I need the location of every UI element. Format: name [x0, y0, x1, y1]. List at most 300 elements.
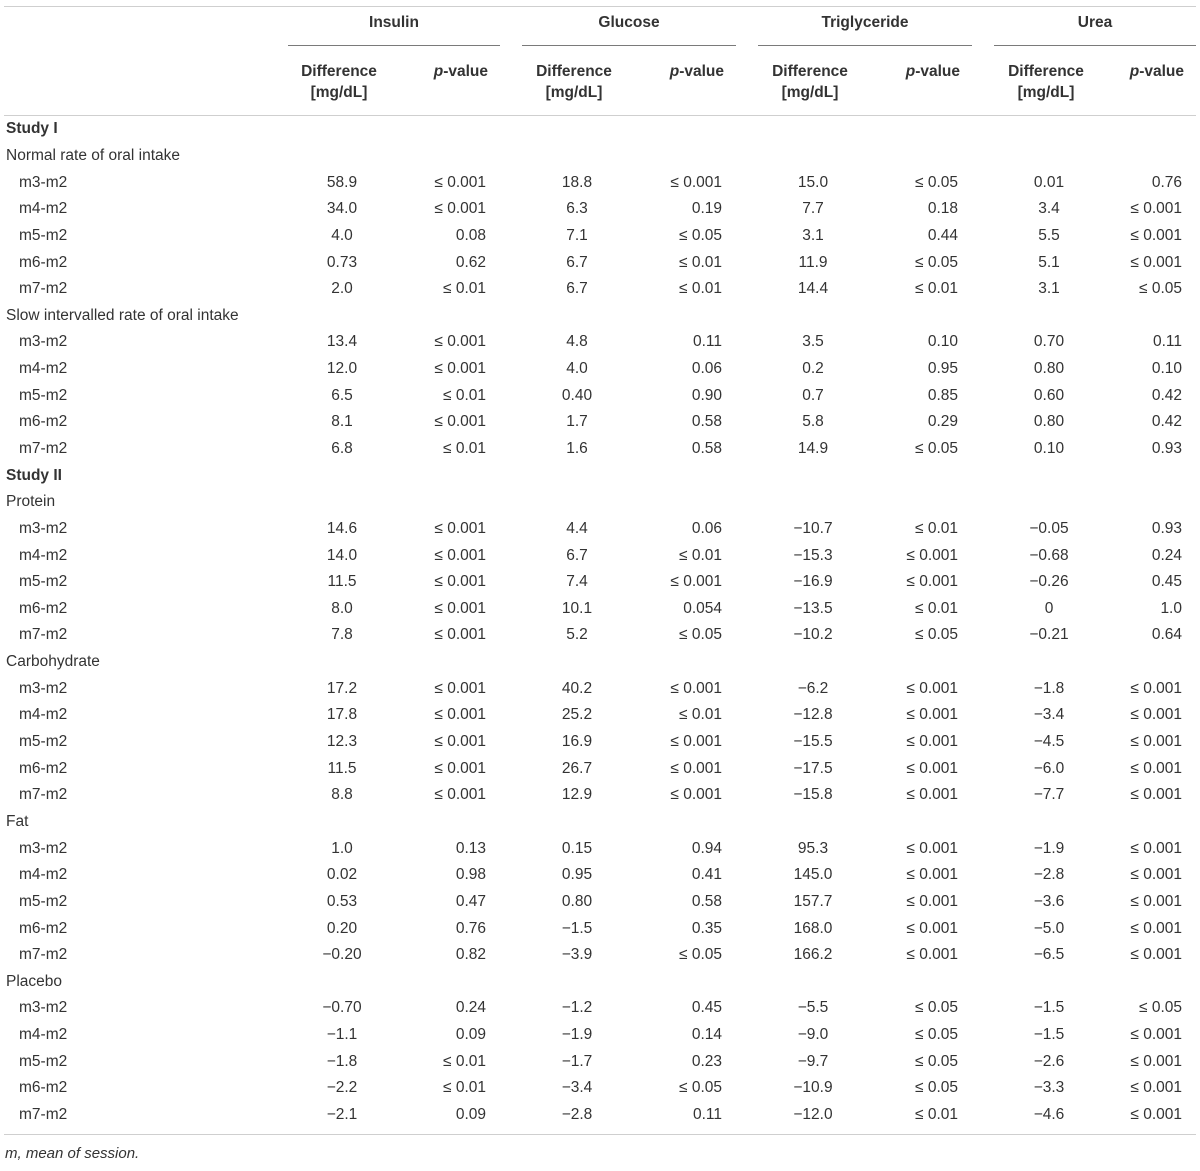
- study-label: Study II: [6, 466, 62, 484]
- section-header-row: [4, 809, 1196, 836]
- table-row: [4, 702, 1196, 729]
- table-row: [4, 542, 1196, 569]
- pvalue-cell: ≤ 0.01: [679, 706, 722, 724]
- subheader-unit-label: [mg/dL]: [1017, 84, 1075, 101]
- pvalue-cell: ≤ 0.05: [915, 253, 958, 271]
- section-label: Placebo: [6, 972, 63, 990]
- difference-cell: −0.20: [322, 946, 362, 964]
- section-header-row: [4, 489, 1196, 516]
- section-label: Fat: [6, 812, 29, 830]
- pvalue-cell: ≤ 0.001: [434, 546, 486, 564]
- difference-cell: 6.8: [331, 440, 353, 457]
- empty-cell: [866, 462, 972, 489]
- row-label: m6-m2: [19, 1079, 68, 1097]
- section-header-row: [4, 302, 1196, 329]
- pvalue-cell: 0.06: [691, 519, 722, 537]
- pvalue-cell: 0.45: [691, 999, 722, 1017]
- empty-cell: [266, 143, 394, 170]
- difference-cell: 0.01: [1033, 173, 1065, 191]
- pvalue-cell: ≤ 0.001: [1130, 892, 1182, 910]
- pvalue-cell: ≤ 0.001: [906, 759, 958, 777]
- empty-cell: [972, 116, 1102, 143]
- subheader-pvalue: [630, 47, 736, 116]
- difference-cell: −6.0: [1033, 759, 1065, 777]
- difference-cell: 8.1: [331, 413, 353, 431]
- pvalue-cell: ≤ 0.01: [443, 1052, 486, 1070]
- difference-cell: 1.7: [566, 413, 588, 431]
- difference-cell: −0.68: [1029, 546, 1069, 564]
- pvalue-cell: ≤ 0.001: [670, 573, 722, 591]
- difference-cell: 14.9: [797, 440, 829, 457]
- table-row: [4, 516, 1196, 543]
- pvalue-cell: 0.24: [1151, 546, 1182, 564]
- section-header-row: [4, 649, 1196, 676]
- pvalue-cell: ≤ 0.001: [434, 679, 486, 697]
- subheader-difference-label: Difference: [301, 63, 377, 80]
- pvalue-cell: ≤ 0.001: [1130, 1106, 1182, 1124]
- difference-cell: 12.3: [326, 733, 358, 751]
- subheader-pvalue: [1102, 47, 1196, 116]
- difference-cell: 14.0: [326, 546, 358, 564]
- section-label: Slow intervalled rate of oral intake: [6, 306, 239, 324]
- row-label: m6-m2: [19, 599, 68, 617]
- row-label: m5-m2: [19, 226, 68, 244]
- table-row: [4, 1075, 1196, 1102]
- row-label: m4-m2: [19, 866, 68, 884]
- difference-cell: −1.2: [561, 999, 593, 1017]
- difference-cell: −5.5: [797, 999, 829, 1017]
- difference-cell: −1.5: [1033, 999, 1065, 1017]
- difference-cell: −10.9: [793, 1079, 833, 1097]
- difference-cell: 6.7: [566, 253, 588, 271]
- difference-cell: 4.4: [566, 519, 588, 537]
- pvalue-cell: 0.18: [927, 200, 958, 218]
- table-row: [4, 1048, 1196, 1075]
- difference-cell: 18.8: [561, 173, 593, 191]
- row-label: m4-m2: [19, 706, 68, 724]
- subheader-unit-label: [mg/dL]: [310, 84, 368, 101]
- row-label: m4-m2: [19, 546, 68, 564]
- difference-cell: −1.9: [561, 1026, 593, 1044]
- row-label: m3-m2: [19, 333, 68, 351]
- difference-cell: 8.0: [331, 599, 353, 617]
- difference-cell: 11.9: [798, 253, 828, 271]
- pvalue-cell: ≤ 0.05: [915, 1079, 958, 1097]
- table-row: [4, 755, 1196, 782]
- difference-cell: 157.7: [793, 892, 833, 910]
- empty-cell: [736, 809, 866, 836]
- pvalue-cell: 0.14: [691, 1026, 722, 1044]
- empty-cell: [972, 809, 1102, 836]
- difference-cell: 6.3: [566, 200, 588, 218]
- pvalue-cell: 0.11: [1152, 333, 1182, 351]
- row-label: m3-m2: [19, 999, 68, 1017]
- pvalue-cell: ≤ 0.01: [915, 519, 958, 537]
- empty-cell: [394, 462, 500, 489]
- pvalue-cell: ≤ 0.001: [906, 706, 958, 724]
- row-label: m4-m2: [19, 360, 68, 378]
- difference-cell: −1.7: [561, 1052, 593, 1070]
- row-label: m4-m2: [19, 1026, 68, 1044]
- pvalue-cell: ≤ 0.001: [434, 200, 486, 218]
- pvalue-cell: ≤ 0.05: [915, 440, 958, 457]
- pvalue-cell: ≤ 0.05: [915, 1026, 958, 1044]
- difference-cell: −10.2: [793, 626, 833, 644]
- difference-cell: 7.8: [331, 626, 353, 644]
- empty-cell: [1102, 649, 1196, 676]
- difference-cell: 15.0: [797, 173, 829, 191]
- difference-cell: 0.53: [326, 892, 358, 910]
- empty-cell: [972, 302, 1102, 329]
- subheader-difference: [266, 47, 394, 116]
- pvalue-cell: 0.58: [691, 413, 722, 431]
- difference-cell: −1.1: [326, 1026, 358, 1044]
- difference-cell: 6.7: [566, 280, 588, 298]
- pvalue-cell: ≤ 0.001: [434, 573, 486, 591]
- empty-cell: [500, 143, 630, 170]
- pvalue-cell: 0.23: [691, 1052, 722, 1070]
- table-row: [4, 942, 1196, 969]
- row-label: m4-m2: [19, 200, 68, 218]
- subheader-pvalue-italic: p: [905, 63, 916, 80]
- subheader-pvalue: [394, 47, 500, 116]
- pvalue-cell: ≤ 0.001: [434, 360, 486, 378]
- pvalue-cell: 0.62: [455, 253, 486, 271]
- empty-cell: [394, 649, 500, 676]
- empty-cell: [866, 649, 972, 676]
- difference-cell: 95.3: [797, 839, 829, 857]
- pvalue-cell: 0.06: [691, 360, 722, 378]
- pvalue-cell: ≤ 0.001: [906, 573, 958, 591]
- subheader-pvalue-italic: p: [1129, 63, 1140, 80]
- difference-cell: 4.8: [566, 333, 588, 351]
- pvalue-cell: 0.35: [691, 919, 722, 937]
- section-label: Carbohydrate: [6, 653, 100, 671]
- difference-cell: −2.1: [326, 1106, 358, 1124]
- pvalue-cell: ≤ 0.05: [679, 226, 722, 244]
- empty-cell: [1102, 489, 1196, 516]
- section-header-row: [4, 143, 1196, 170]
- pvalue-cell: 0.85: [927, 386, 958, 404]
- difference-cell: 12.0: [326, 360, 358, 378]
- table-row: [4, 329, 1196, 356]
- difference-cell: −3.4: [1033, 706, 1065, 724]
- empty-cell: [1102, 302, 1196, 329]
- empty-cell: [736, 489, 866, 516]
- table-row: [4, 169, 1196, 196]
- row-label: m7-m2: [19, 946, 68, 964]
- pvalue-cell: 0.76: [455, 919, 486, 937]
- difference-cell: 0.70: [1033, 333, 1065, 351]
- pvalue-cell: ≤ 0.001: [434, 706, 486, 724]
- pvalue-cell: ≤ 0.001: [434, 413, 486, 431]
- difference-cell: 3.4: [1038, 200, 1060, 218]
- pvalue-cell: 0.08: [455, 226, 486, 244]
- section-header-row: [4, 969, 1196, 996]
- pvalue-cell: ≤ 0.001: [434, 599, 486, 617]
- empty-cell: [630, 489, 736, 516]
- pvalue-cell: ≤ 0.01: [443, 440, 486, 457]
- pvalue-cell: ≤ 0.001: [1130, 786, 1182, 804]
- difference-cell: 25.2: [561, 706, 593, 724]
- subheader-pvalue-rest: -value: [915, 63, 960, 80]
- empty-cell: [736, 649, 866, 676]
- sub-header-row: [4, 47, 1196, 116]
- row-label: m5-m2: [19, 386, 68, 404]
- pvalue-cell: ≤ 0.05: [915, 1052, 958, 1070]
- empty-cell: [972, 969, 1102, 996]
- difference-cell: −9.7: [797, 1052, 829, 1070]
- difference-cell: −6.2: [797, 679, 829, 697]
- empty-cell: [394, 809, 500, 836]
- empty-cell: [630, 116, 736, 143]
- pvalue-cell: ≤ 0.001: [434, 173, 486, 191]
- difference-cell: 14.4: [797, 280, 829, 298]
- row-label: m5-m2: [19, 573, 68, 591]
- difference-cell: 0.15: [561, 839, 593, 857]
- pvalue-cell: ≤ 0.001: [906, 839, 958, 857]
- pvalue-cell: ≤ 0.05: [1139, 999, 1182, 1017]
- empty-cell: [500, 809, 630, 836]
- pvalue-cell: 0.09: [455, 1026, 486, 1044]
- table-row: [4, 356, 1196, 383]
- subheader-pvalue-rest: -value: [679, 63, 724, 80]
- difference-cell: 0.02: [326, 866, 358, 884]
- difference-cell: −10.7: [793, 519, 833, 537]
- pvalue-cell: 0.95: [927, 360, 958, 378]
- difference-cell: −4.6: [1033, 1106, 1065, 1124]
- study-label: Study I: [6, 120, 58, 138]
- row-label: m5-m2: [19, 733, 68, 751]
- pvalue-cell: ≤ 0.001: [1130, 839, 1182, 857]
- empty-cell: [1102, 462, 1196, 489]
- pvalue-cell: ≤ 0.01: [443, 1079, 486, 1097]
- difference-cell: 13.4: [326, 333, 358, 351]
- empty-cell: [972, 462, 1102, 489]
- pvalue-cell: 0.24: [455, 999, 486, 1017]
- row-label: m6-m2: [19, 253, 68, 271]
- difference-cell: 6.5: [331, 386, 353, 404]
- difference-cell: −15.3: [793, 546, 833, 564]
- pvalue-cell: ≤ 0.001: [1130, 679, 1182, 697]
- empty-cell: [394, 116, 500, 143]
- empty-cell: [266, 302, 394, 329]
- pvalue-cell: 0.11: [692, 1106, 722, 1124]
- pvalue-cell: ≤ 0.05: [915, 173, 958, 191]
- difference-cell: 166.2: [793, 946, 833, 964]
- difference-cell: 4.0: [566, 360, 588, 378]
- difference-cell: −9.0: [797, 1026, 829, 1044]
- table-row: [4, 1102, 1196, 1129]
- row-label: m7-m2: [19, 1106, 68, 1124]
- difference-cell: 34.0: [326, 200, 358, 218]
- empty-cell: [736, 462, 866, 489]
- pvalue-cell: ≤ 0.001: [670, 733, 722, 751]
- difference-cell: 17.2: [326, 679, 358, 697]
- empty-cell: [736, 969, 866, 996]
- pvalue-cell: ≤ 0.05: [679, 626, 722, 644]
- difference-cell: 11.5: [327, 573, 357, 591]
- difference-cell: 3.5: [802, 333, 824, 351]
- difference-cell: 6.7: [566, 546, 588, 564]
- empty-cell: [1102, 143, 1196, 170]
- section-label: Normal rate of oral intake: [6, 146, 181, 164]
- difference-cell: −2.6: [1033, 1052, 1065, 1070]
- pvalue-cell: ≤ 0.001: [1130, 866, 1182, 884]
- empty-cell: [394, 489, 500, 516]
- subheader-difference: [500, 47, 630, 116]
- empty-cell: [630, 649, 736, 676]
- table-body: [4, 116, 1196, 1129]
- pvalue-cell: ≤ 0.001: [1130, 1052, 1182, 1070]
- difference-cell: −4.5: [1033, 733, 1065, 751]
- pvalue-cell: ≤ 0.01: [679, 253, 722, 271]
- pvalue-cell: ≤ 0.001: [434, 626, 486, 644]
- pvalue-cell: ≤ 0.001: [1130, 253, 1182, 271]
- pvalue-cell: ≤ 0.001: [1130, 226, 1182, 244]
- table-row: [4, 249, 1196, 276]
- row-label: m7-m2: [19, 786, 68, 804]
- pvalue-cell: ≤ 0.001: [670, 786, 722, 804]
- pvalue-cell: ≤ 0.001: [434, 786, 486, 804]
- difference-cell: 26.7: [561, 759, 593, 777]
- pvalue-cell: ≤ 0.01: [679, 280, 722, 298]
- difference-cell: 3.1: [802, 226, 824, 244]
- pvalue-cell: 1.0: [1160, 599, 1182, 617]
- subheader-difference: [972, 47, 1102, 116]
- subheader-unit-label: [mg/dL]: [545, 84, 603, 101]
- difference-cell: 0.80: [561, 892, 593, 910]
- difference-cell: 16.9: [561, 733, 593, 751]
- pvalue-cell: ≤ 0.05: [1139, 280, 1182, 298]
- difference-cell: 12.9: [561, 786, 593, 804]
- subheader-pvalue-italic: p: [669, 63, 680, 80]
- difference-cell: 5.8: [802, 413, 824, 431]
- difference-cell: −2.8: [561, 1106, 593, 1124]
- difference-cell: 0.60: [1033, 386, 1065, 404]
- pvalue-cell: 0.09: [455, 1106, 486, 1124]
- section-label: Protein: [6, 493, 56, 511]
- difference-cell: −2.2: [326, 1079, 358, 1097]
- subheader-pvalue-rest: -value: [1139, 63, 1184, 80]
- empty-cell: [394, 302, 500, 329]
- empty-cell: [866, 809, 972, 836]
- pvalue-cell: 0.45: [1151, 573, 1182, 591]
- empty-cell: [500, 969, 630, 996]
- difference-cell: −1.8: [326, 1052, 358, 1070]
- pvalue-cell: 0.64: [1151, 626, 1182, 644]
- pvalue-cell: ≤ 0.001: [1130, 733, 1182, 751]
- pvalue-cell: ≤ 0.01: [915, 1106, 958, 1124]
- pvalue-cell: ≤ 0.001: [670, 679, 722, 697]
- empty-cell: [500, 489, 630, 516]
- empty-cell: [866, 116, 972, 143]
- row-label: m3-m2: [19, 173, 68, 191]
- pvalue-cell: 0.10: [927, 333, 958, 351]
- table-row: [4, 569, 1196, 596]
- subheader-unit-label: [mg/dL]: [781, 84, 839, 101]
- empty-cell: [500, 302, 630, 329]
- difference-cell: 0.7: [802, 386, 824, 404]
- pvalue-cell: ≤ 0.05: [679, 946, 722, 964]
- pvalue-cell: 0.58: [691, 892, 722, 910]
- row-label: m3-m2: [19, 839, 68, 857]
- difference-cell: 1.0: [331, 839, 353, 857]
- row-label: m7-m2: [19, 280, 68, 298]
- study-header-row: [4, 462, 1196, 489]
- empty-cell: [266, 969, 394, 996]
- table-row: [4, 862, 1196, 889]
- row-label: m3-m2: [19, 519, 68, 537]
- pvalue-cell: ≤ 0.05: [915, 999, 958, 1017]
- empty-cell: [630, 143, 736, 170]
- pvalue-cell: ≤ 0.001: [1130, 919, 1182, 937]
- difference-cell: 10.1: [561, 599, 593, 617]
- empty-cell: [630, 809, 736, 836]
- difference-cell: −0.21: [1029, 626, 1069, 644]
- empty-cell: [266, 809, 394, 836]
- group-header-row: [4, 7, 1196, 48]
- difference-cell: 5.1: [1038, 253, 1060, 271]
- pvalue-cell: ≤ 0.001: [434, 733, 486, 751]
- empty-cell: [630, 302, 736, 329]
- difference-cell: −3.9: [561, 946, 593, 964]
- pvalue-cell: ≤ 0.001: [906, 733, 958, 751]
- pvalue-cell: 0.44: [927, 226, 958, 244]
- pvalue-cell: ≤ 0.001: [1130, 1026, 1182, 1044]
- pvalue-cell: ≤ 0.001: [1130, 1079, 1182, 1097]
- empty-cell: [500, 649, 630, 676]
- pvalue-cell: ≤ 0.001: [906, 546, 958, 564]
- pvalue-cell: ≤ 0.01: [443, 280, 486, 298]
- empty-cell: [972, 649, 1102, 676]
- difference-cell: −3.6: [1033, 892, 1065, 910]
- footnote: m, mean of session.: [5, 1145, 140, 1163]
- difference-cell: 0: [1044, 599, 1054, 617]
- subheader-pvalue: [866, 47, 972, 116]
- corner-cell: [4, 7, 266, 48]
- pvalue-cell: ≤ 0.001: [1130, 200, 1182, 218]
- difference-cell: 11.5: [327, 759, 357, 777]
- difference-cell: 4.0: [331, 226, 353, 244]
- pvalue-cell: ≤ 0.001: [906, 679, 958, 697]
- row-label: m7-m2: [19, 440, 68, 457]
- row-label: m5-m2: [19, 1052, 68, 1070]
- row-label: m5-m2: [19, 892, 68, 910]
- pvalue-cell: 0.93: [1151, 519, 1182, 537]
- group-header-glucose: Glucose: [500, 7, 736, 48]
- empty-cell: [266, 489, 394, 516]
- pvalue-cell: ≤ 0.001: [670, 759, 722, 777]
- difference-cell: 145.0: [793, 866, 833, 884]
- empty-cell: [1102, 116, 1196, 143]
- difference-cell: −5.0: [1033, 919, 1065, 937]
- table-row: [4, 1022, 1196, 1049]
- difference-cell: −15.5: [793, 733, 833, 751]
- pvalue-cell: ≤ 0.001: [1130, 759, 1182, 777]
- empty-cell: [866, 969, 972, 996]
- empty-cell: [630, 969, 736, 996]
- pvalue-cell: 0.054: [683, 599, 722, 617]
- pvalue-cell: ≤ 0.001: [906, 866, 958, 884]
- difference-cell: 7.4: [566, 573, 588, 591]
- pvalue-cell: ≤ 0.001: [906, 892, 958, 910]
- empty-cell: [866, 143, 972, 170]
- pvalue-cell: 0.42: [1151, 386, 1182, 404]
- pvalue-cell: ≤ 0.001: [906, 919, 958, 937]
- subheader-difference: [736, 47, 866, 116]
- difference-cell: 0.95: [561, 866, 593, 884]
